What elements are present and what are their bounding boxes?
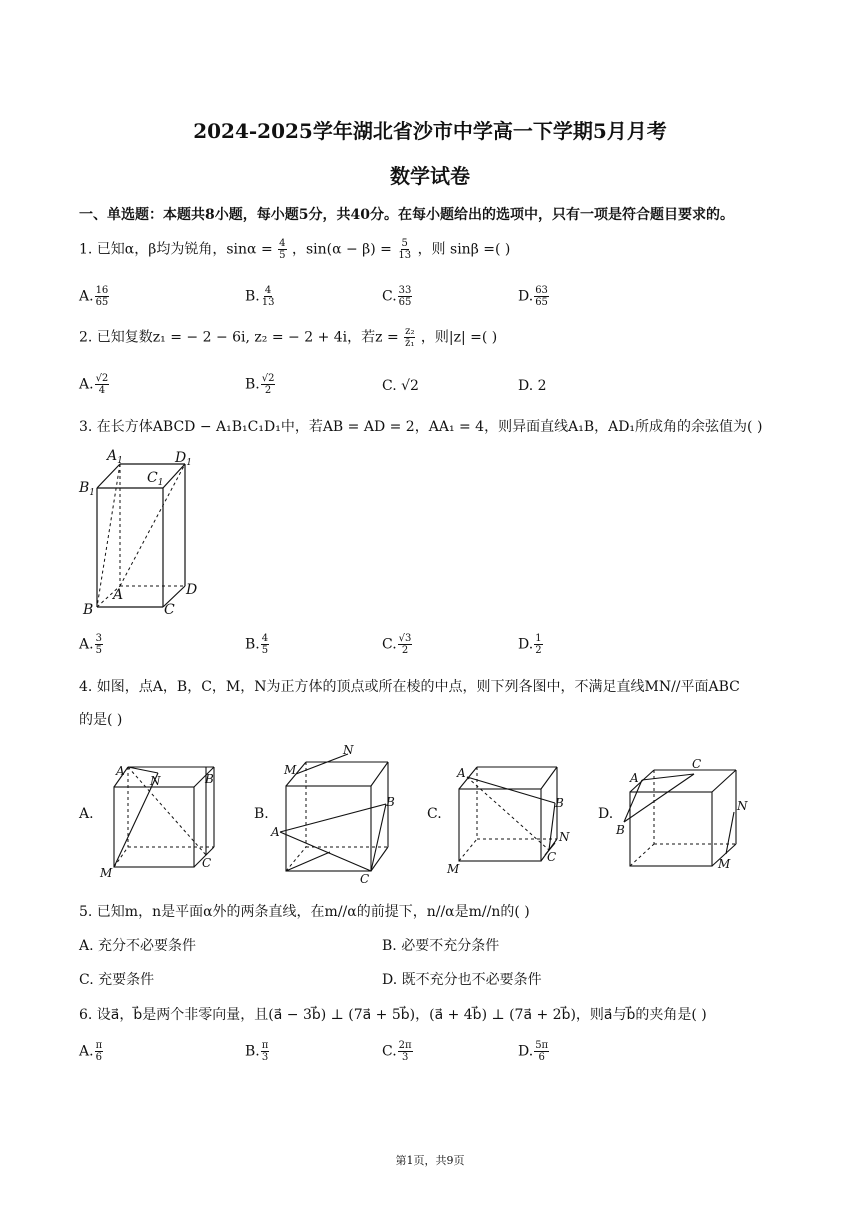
q3-option-b: B. $\frac{4}{5}$ — [245, 633, 269, 656]
q2-fraction: $\frac{\text{z₂}}{\text{z̄₁}}$ — [405, 326, 415, 349]
label-A: A — [113, 587, 124, 603]
page-title: 2024-2025学年湖北省沙市中学高一下学期5月月考 — [193, 119, 667, 143]
q6-option-d: D. $\frac{5\pi}{6}$ — [518, 1040, 549, 1063]
q4c-label-c: C — [547, 850, 557, 864]
q4c-label-b: B — [555, 796, 564, 810]
q1-mid: ，sin(α − β) = — [291, 241, 392, 258]
q4a-label-m: M — [100, 866, 113, 880]
label-D: D — [186, 582, 198, 598]
question-2 — [79, 326, 497, 349]
q6-option-c: C. $\frac{2\pi}{3}$ — [382, 1040, 412, 1063]
q4d-label-a: A — [630, 771, 639, 785]
section-header: 一、单选题：本题共8小题，每小题5分，共40分。在每小题给出的选项中，只有一项是符合题目要求的。 — [79, 207, 734, 223]
q1-fraction-1: $\frac{4}{5}$ — [279, 238, 286, 261]
q4d-label-b: B — [616, 823, 625, 837]
label-B: B — [83, 602, 94, 618]
q4-option-c-label: C. — [427, 806, 442, 822]
label-C: C — [164, 602, 175, 618]
q4b-label-c: C — [360, 872, 370, 886]
q1-option-b: B. $\frac{4}{13}$ — [245, 285, 275, 308]
q2-prefix: 2. 已知复数z₁ = − 2 − 6i, z₂ = − 2 + 4i，若z = — [79, 329, 399, 346]
q4-option-b-label: B. — [254, 806, 269, 822]
question-1 — [79, 238, 510, 261]
q5-option-c: C. 充要条件 — [79, 972, 155, 988]
q4c-label-n: N — [559, 830, 570, 844]
q3-option-c: C. $\frac{√3}{2}$ — [382, 633, 412, 656]
q4-option-a-label: A. — [79, 806, 94, 822]
q4b-label-m: M — [284, 763, 297, 777]
q1-suffix: ，则 sinβ =( ) — [417, 241, 511, 258]
q4-figure-c — [445, 755, 575, 880]
q4c-label-a: A — [457, 766, 466, 780]
q4-figure-d — [614, 752, 749, 877]
q4b-label-n: N — [343, 743, 354, 757]
q4-figure-b — [270, 742, 405, 887]
q3-cuboid-figure — [75, 444, 210, 619]
q4-option-d-label: D. — [598, 806, 614, 822]
q4d-label-n: N — [737, 799, 748, 813]
q2-option-a: A. $\frac{√2}{4}$ — [79, 373, 109, 396]
label-B1: $B_1$ — [79, 480, 96, 498]
page-footer: 第1页，共9页 — [395, 1154, 465, 1167]
page-subtitle: 数学试卷 — [390, 164, 470, 188]
q4-figure-a — [98, 755, 228, 880]
q1-option-c: C. $\frac{33}{65}$ — [382, 285, 412, 308]
q6-option-b: B. $\frac{\pi}{3}$ — [245, 1040, 269, 1063]
question-3: 3. 在长方体ABCD − A₁B₁C₁D₁中，若AB = AD = 2，AA₁ = 4，则异面直线A₁B，AD₁所成角的余弦值为( ) — [79, 419, 763, 435]
q1-fraction-2: $\frac{5}{13}$ — [398, 238, 412, 261]
q4b-label-b: B — [386, 795, 395, 809]
q4a-label-b: B — [205, 772, 214, 786]
q5-option-b: B. 必要不充分条件 — [382, 938, 500, 954]
q4a-label-n: N — [150, 774, 161, 788]
question-4-line-1: 4. 如图，点A，B，C，M，N为正方体的顶点或所在棱的中点，则下列各图中，不满足直线MN//平面ABC — [79, 679, 740, 695]
label-A1: $A_1$ — [107, 448, 123, 466]
q5-option-a: A. 充分不必要条件 — [79, 938, 197, 954]
q2-option-c: C. √2 — [382, 378, 419, 394]
label-C1: $C_1$ — [147, 470, 164, 488]
q4d-label-m: M — [718, 857, 731, 871]
q4b-label-a: A — [271, 825, 280, 839]
q1-prefix: 1. 已知α，β均为锐角，sinα = — [79, 241, 273, 258]
q2-option-d: D. 2 — [518, 378, 547, 394]
q4a-label-c: C — [202, 856, 212, 870]
q2-suffix: ，则|z| =( ) — [420, 329, 498, 346]
q1-option-a: A. $\frac{16}{65}$ — [79, 285, 109, 308]
q3-option-d: D. $\frac{1}{2}$ — [518, 633, 542, 656]
q4d-label-c: C — [692, 757, 702, 771]
q6-option-a: A. $\frac{\pi}{6}$ — [79, 1040, 103, 1063]
q4a-label-a: A — [116, 764, 125, 778]
label-D1: $D_1$ — [175, 450, 192, 468]
question-6: 6. 设a⃗，b⃗是两个非零向量，且(a⃗ − 3b⃗) ⊥ (7a⃗ + 5b⃗)，(a⃗ + 4b⃗) ⊥ (7a⃗ + 2b⃗)，则a⃗与b⃗的夹角是( ) — [79, 1007, 707, 1023]
q5-option-d: D. 既不充分也不必要条件 — [382, 972, 542, 988]
q3-option-a: A. $\frac{3}{5}$ — [79, 633, 102, 656]
q1-option-d: D. $\frac{63}{65}$ — [518, 285, 548, 308]
question-5: 5. 已知m，n是平面α外的两条直线，在m//α的前提下，n//α是m//n的( ) — [79, 904, 530, 920]
q4c-label-m: M — [447, 862, 460, 876]
q2-option-b: B. $\frac{√2}{2}$ — [245, 373, 275, 396]
question-4-line-2: 的是( ) — [79, 712, 123, 728]
